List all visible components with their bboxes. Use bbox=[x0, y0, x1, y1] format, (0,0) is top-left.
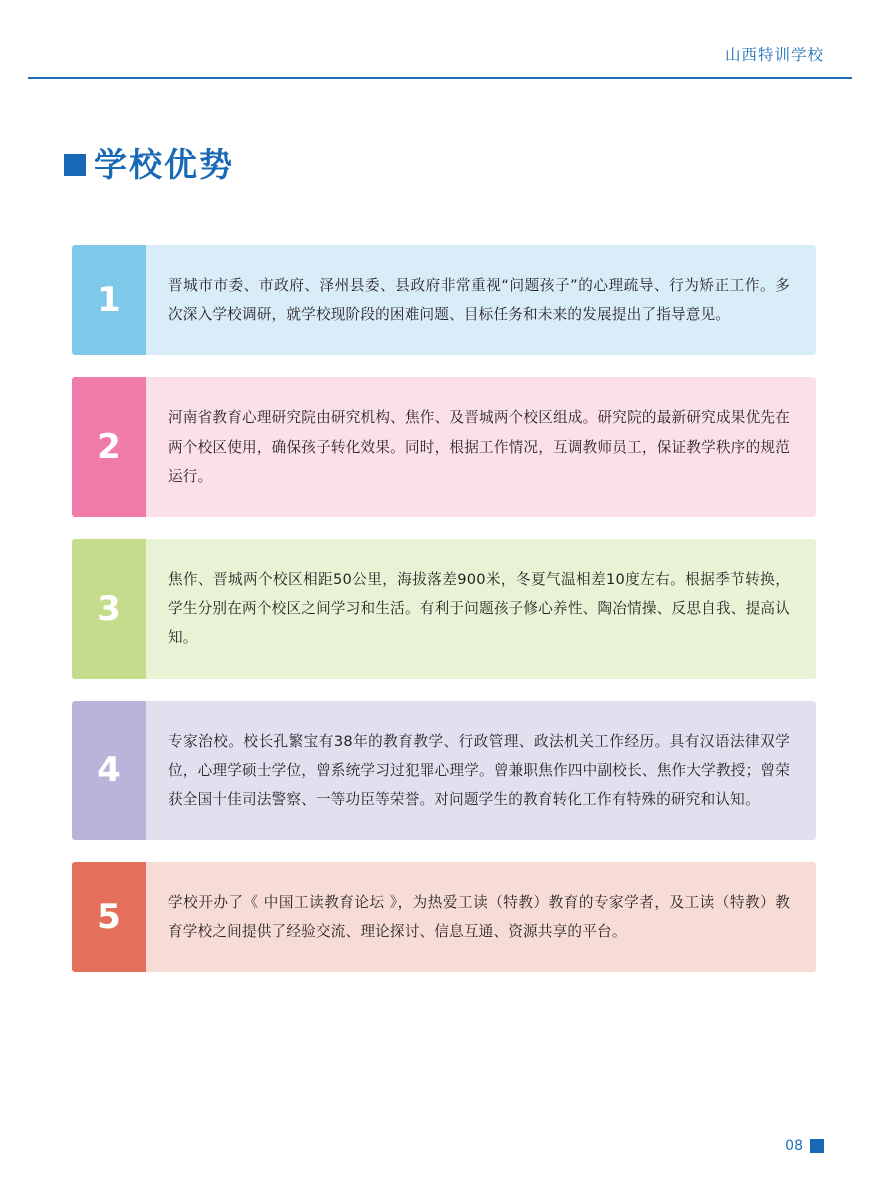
list-item bbox=[72, 862, 816, 972]
section-heading bbox=[64, 145, 234, 184]
item-text: 河南省教育心理研究院由研究机构、焦作、及晋城两个校区组成。研究院的最新研究成果优先在两个校区使用，确保孩子转化效果。同时，根据工作情况，互调教师员工，保证教学秩序的规范运行。 bbox=[146, 377, 816, 517]
item-number-badge: 4 bbox=[72, 701, 146, 841]
list-item bbox=[72, 377, 816, 517]
list-item bbox=[72, 539, 816, 679]
item-number-badge: 1 bbox=[72, 245, 146, 355]
advantages-list bbox=[72, 245, 816, 994]
square-bullet-icon bbox=[64, 154, 86, 176]
header-divider bbox=[28, 77, 852, 79]
item-number-badge: 5 bbox=[72, 862, 146, 972]
item-number-badge: 3 bbox=[72, 539, 146, 679]
list-item bbox=[72, 245, 816, 355]
page-title: 学校优势 bbox=[94, 145, 234, 184]
header-title: 山西特训学校 bbox=[724, 46, 824, 64]
list-item bbox=[72, 701, 816, 841]
item-text: 学校开办了《 中国工读教育论坛 》，为热爱工读（特教）教育的专家学者，及工读（特教）教育学校之间提供了经验交流、理论探讨、信息互通、资源共享的平台。 bbox=[146, 862, 816, 972]
item-text: 焦作、晋城两个校区相距50公里，海拔落差900米，冬夏气温相差10度左右。根据季节转换，学生分别在两个校区之间学习和生活。有利于问题孩子修心养性、陶冶情操、反思自我、提高认知。 bbox=[146, 539, 816, 679]
item-text: 晋城市市委、市政府、泽州县委、县政府非常重视“问题孩子”的心理疏导、行为矫正工作。多次深入学校调研，就学校现阶段的困难问题、目标任务和未来的发展提出了指导意见。 bbox=[146, 245, 816, 355]
item-text: 专家治校。校长孔繁宝有38年的教育教学、行政管理、政法机关工作经历。具有汉语法律双学位，心理学硕士学位，曾系统学习过犯罪心理学。曾兼职焦作四中副校长、焦作大学教授；曾荣获全国十佳司法警察、一等功臣等荣誉。对问题学生的教育转化工作有特殊的研究和认知。 bbox=[146, 701, 816, 841]
page-footer bbox=[785, 1139, 824, 1153]
square-marker-icon bbox=[810, 1139, 824, 1153]
page-header bbox=[0, 0, 880, 82]
page-number: 08 bbox=[785, 1138, 803, 1154]
item-number-badge: 2 bbox=[72, 377, 146, 517]
